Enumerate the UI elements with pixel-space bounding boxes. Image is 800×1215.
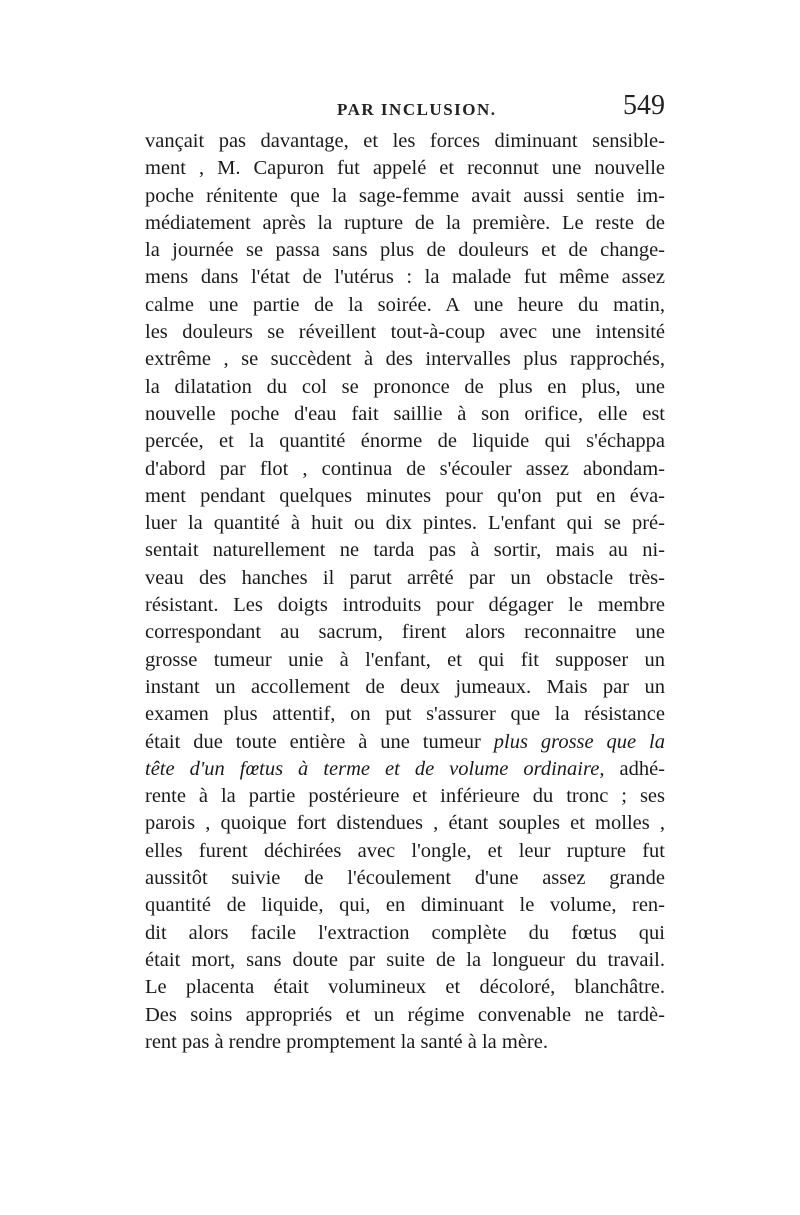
text-line-with-italic <box>145 729 665 756</box>
text-segment: adhé- <box>619 757 665 780</box>
text-line: dit alors facile l'extraction complète du fœtus qui <box>145 921 665 944</box>
text-line: extrême , se succèdent à des intervalles plus rapprochés, <box>145 348 665 371</box>
text-line: grosse tumeur unie à l'enfant, et qui fit supposer un <box>145 648 665 671</box>
page-number: 549 <box>623 90 665 121</box>
text-line: correspondant au sacrum, firent alors reconnaitre une <box>145 621 665 644</box>
text-line: Des soins appropriés et un régime convenable ne tardè- <box>145 1003 665 1026</box>
text-line: la journée se passa sans plus de douleurs et de change- <box>145 239 665 262</box>
text-line: calme une partie de la soirée. A une heure du matin, <box>145 293 665 316</box>
running-title: PAR INCLUSION. <box>337 100 497 119</box>
text-line: résistant. Les doigts introduits pour dégager le membre <box>145 594 665 617</box>
text-line: parois , quoique fort distendues , étant souples et molles , <box>145 812 665 835</box>
text-line: rente à la partie postérieure et inférieure du tronc ; ses <box>145 785 665 808</box>
text-line: quantité de liquide, qui, en diminuant le volume, ren- <box>145 894 665 917</box>
italic-phrase: tête d'un fœtus à terme et de volume ordinaire, <box>145 757 605 780</box>
text-line: d'abord par flot , continua de s'écouler assez abondam- <box>145 457 665 480</box>
text-line: sentait naturellement ne tarda pas à sortir, mais au ni- <box>145 539 665 562</box>
text-line: rent pas à rendre promptement la santé à la mère. <box>145 1030 548 1053</box>
text-line: était mort, sans doute par suite de la longueur du travail. <box>145 948 665 971</box>
text-line: luer la quantité à huit ou dix pintes. L'enfant qui se pré- <box>145 512 665 535</box>
text-line: vançait pas davantage, et les forces diminuant sensible- <box>145 130 665 152</box>
text-line: examen plus attentif, on put s'assurer que la résistance <box>145 703 665 726</box>
text-line: aussitôt suivie de l'écoulement d'une assez grande <box>145 867 665 890</box>
text-line: poche rénitente que la sage-femme avait aussi sentie im- <box>145 184 665 207</box>
text-line-with-italic <box>145 756 665 783</box>
text-line: mens dans l'état de l'utérus : la malade fut même assez <box>145 266 665 289</box>
page-header <box>145 90 665 130</box>
italic-phrase: plus grosse que la <box>493 730 665 753</box>
body-text <box>145 128 665 1056</box>
text-line: ment , M. Capuron fut appelé et reconnut une nouvelle <box>145 157 665 180</box>
text-line: instant un accollement de deux jumeaux. Mais par un <box>145 675 665 698</box>
text-line: médiatement après la rupture de la première. Le reste de <box>145 211 665 234</box>
text-line: veau des hanches il parut arrêté par un obstacle très- <box>145 566 665 589</box>
text-line: les douleurs se réveillent tout-à-coup avec une intensité <box>145 321 665 344</box>
text-line: la dilatation du col se prononce de plus en plus, une <box>145 375 665 398</box>
text-line: ment pendant quelques minutes pour qu'on put en éva- <box>145 484 665 507</box>
text-line: percée, et la quantité énorme de liquide qui s'échappa <box>145 430 665 453</box>
text-line: elles furent déchirées avec l'ongle, et leur rupture fut <box>145 839 665 862</box>
text-segment: était due toute entière à une tumeur <box>145 730 481 753</box>
text-line: Le placenta était volumineux et décoloré, blanchâtre. <box>145 976 665 999</box>
text-line: nouvelle poche d'eau fait saillie à son orifice, elle est <box>145 402 665 425</box>
